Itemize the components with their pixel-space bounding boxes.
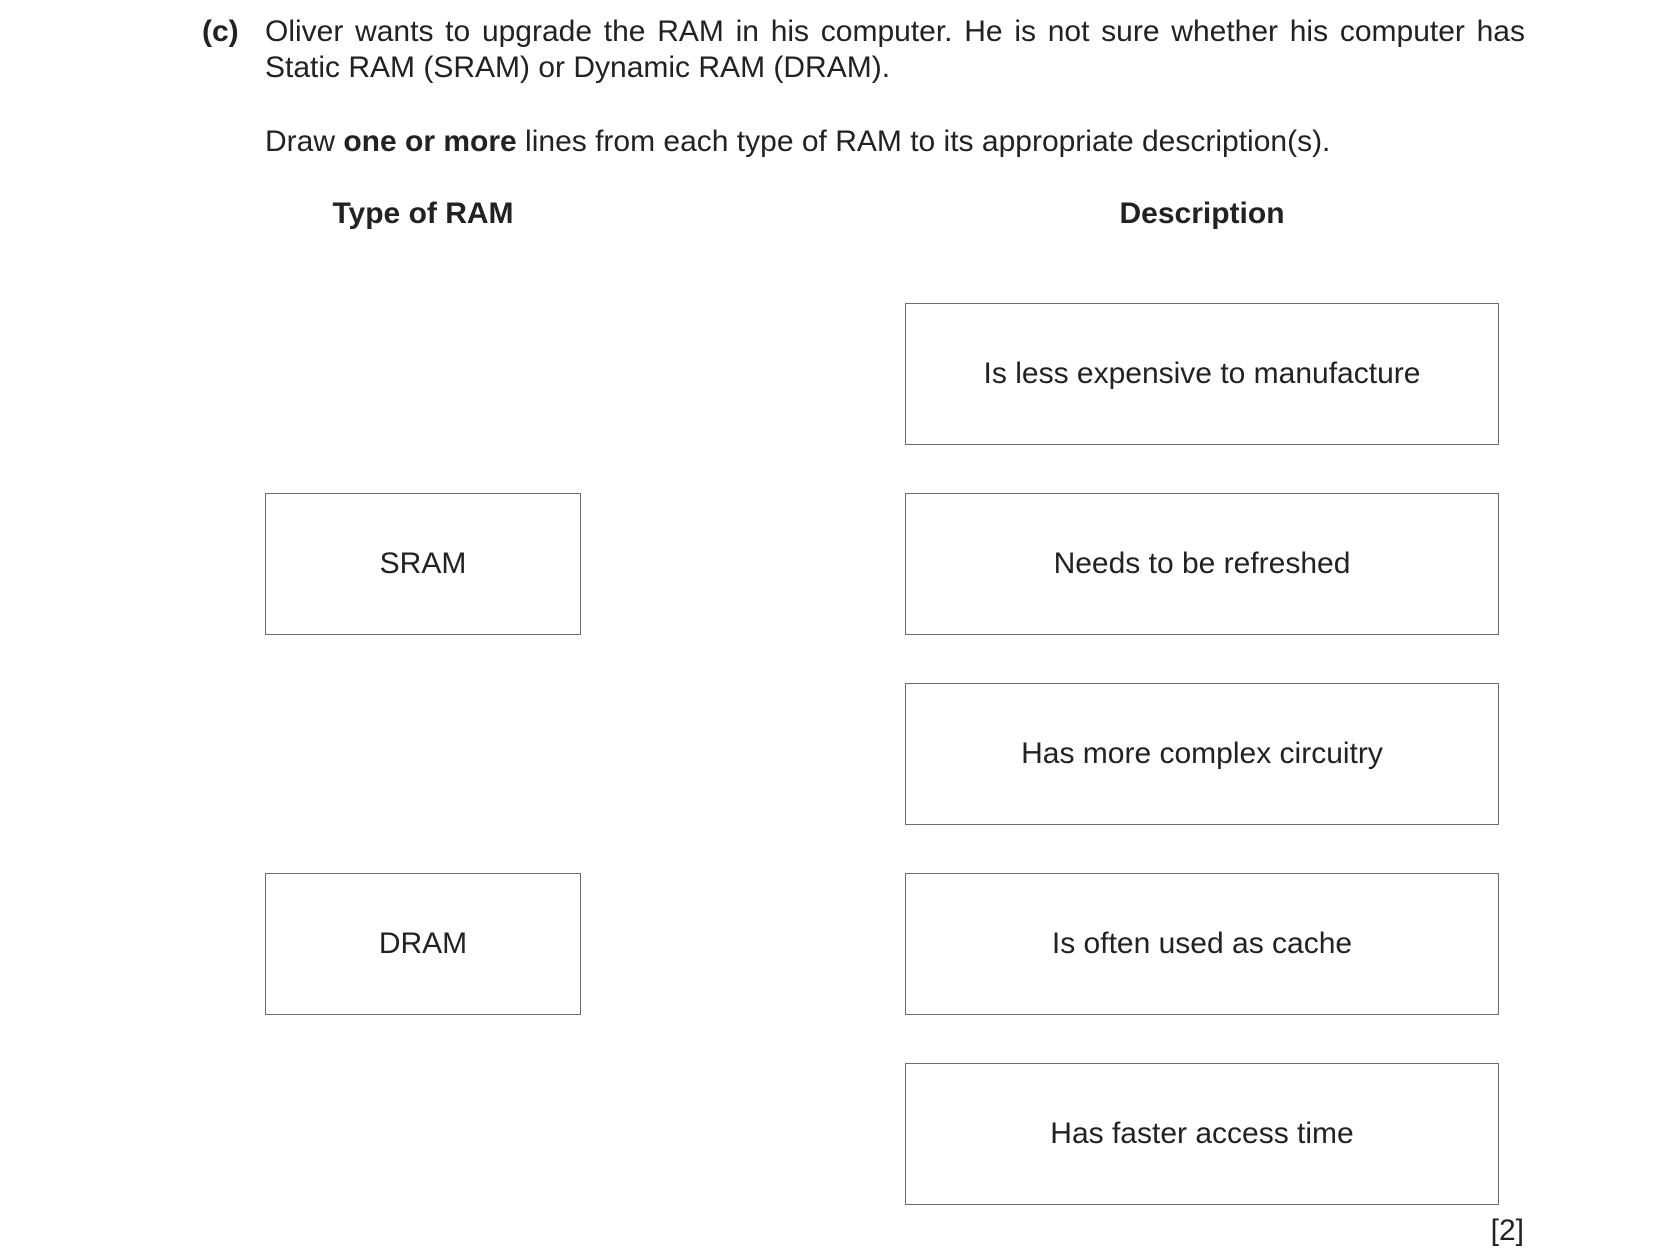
marks-allocation: [2] (1490, 1214, 1524, 1247)
ram-type-label: DRAM (378, 927, 468, 960)
description-label: Is often used as cache (1051, 927, 1353, 960)
question-instruction (265, 124, 1565, 160)
ram-type-label: SRAM (379, 547, 467, 580)
instruction-emphasis: one or more (343, 125, 517, 158)
description-box-less-expensive[interactable] (905, 303, 1499, 445)
instruction-text-end: lines from each type of RAM to its appropriate description(s). (516, 125, 1331, 158)
ram-type-box-dram[interactable] (265, 873, 581, 1015)
instruction-text-start: Draw (265, 125, 344, 158)
description-label: Is less expensive to manufacture (983, 357, 1421, 390)
description-label: Has faster access time (1050, 1117, 1354, 1150)
description-box-complex-circuitry[interactable] (905, 683, 1499, 825)
description-box-needs-refresh[interactable] (905, 493, 1499, 635)
question-intro-text: Oliver wants to upgrade the RAM in his computer. He is not sure whether his computer has Static RAM (SRAM) or Dynamic RAM (DRAM). (265, 15, 1525, 84)
description-label: Needs to be refreshed (1053, 547, 1351, 580)
description-box-cache[interactable] (905, 873, 1499, 1015)
description-box-faster-access[interactable] (905, 1063, 1499, 1205)
question-part-label: (c) (202, 15, 239, 48)
type-of-ram-heading: Type of RAM (332, 197, 514, 230)
ram-type-box-sram[interactable] (265, 493, 581, 635)
description-label: Has more complex circuitry (1021, 737, 1383, 770)
description-heading: Description (1119, 197, 1285, 230)
